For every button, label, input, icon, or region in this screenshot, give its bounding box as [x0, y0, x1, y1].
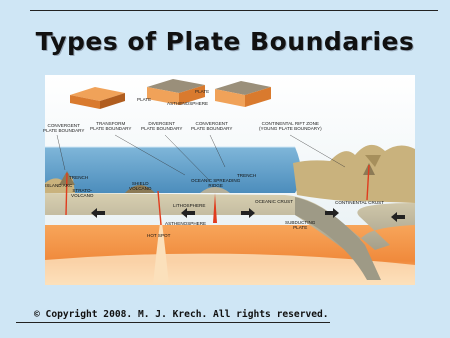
- strato-volcano-label: STRATO- VOLCANO: [71, 188, 94, 198]
- copyright-notice: © Copyright 2008. M. J. Krech. All rights reserved.: [34, 309, 329, 320]
- inset-asthenosphere-label: ASTHENOSPHERE: [167, 101, 209, 106]
- oceanic-crust-label: OCEANIC CRUST: [255, 199, 294, 204]
- inset-plate-right-label: PLATE: [195, 89, 210, 94]
- inset-plate-left-label: PLATE: [137, 97, 152, 102]
- trench-right-label: TRENCH: [237, 173, 257, 178]
- lithosphere-label: LITHOSPHERE: [173, 203, 206, 208]
- transform-label: TRANSFORM PLATE BOUNDARY: [90, 121, 132, 131]
- shield-volcano-label: SHIELD VOLCANO: [129, 181, 152, 191]
- plate-boundaries-diagram: [45, 75, 415, 285]
- subducting-plate-label: SUBDUCTING PLATE: [285, 220, 316, 230]
- continental-crust-label: CONTINENTAL CRUST: [335, 200, 385, 205]
- rift-zone-label: CONTINENTAL RIFT ZONE (YOUNG PLATE BOUNDARY): [259, 121, 322, 131]
- bottom-rule: [16, 322, 330, 323]
- slide-title: Types of Plate Boundaries: [35, 27, 415, 56]
- asthenosphere-label: ASTHENOSPHERE: [165, 221, 207, 226]
- trench-left-label: TRENCH: [69, 175, 89, 180]
- top-rule: [30, 10, 438, 11]
- ocean-water: [45, 147, 301, 193]
- convergent-right-label: CONVERGENT PLATE BOUNDARY: [191, 121, 233, 131]
- divergent-label: DIVERGENT PLATE BOUNDARY: [141, 121, 183, 131]
- convergent-left-label: CONVERGENT PLATE BOUNDARY: [43, 123, 85, 133]
- spreading-ridge-label: OCEANIC SPREADING RIDGE: [191, 178, 241, 188]
- magma-left: [66, 173, 67, 215]
- island-arc-label: ISLAND ARC: [45, 183, 73, 188]
- hot-spot-label: HOT SPOT: [147, 233, 171, 238]
